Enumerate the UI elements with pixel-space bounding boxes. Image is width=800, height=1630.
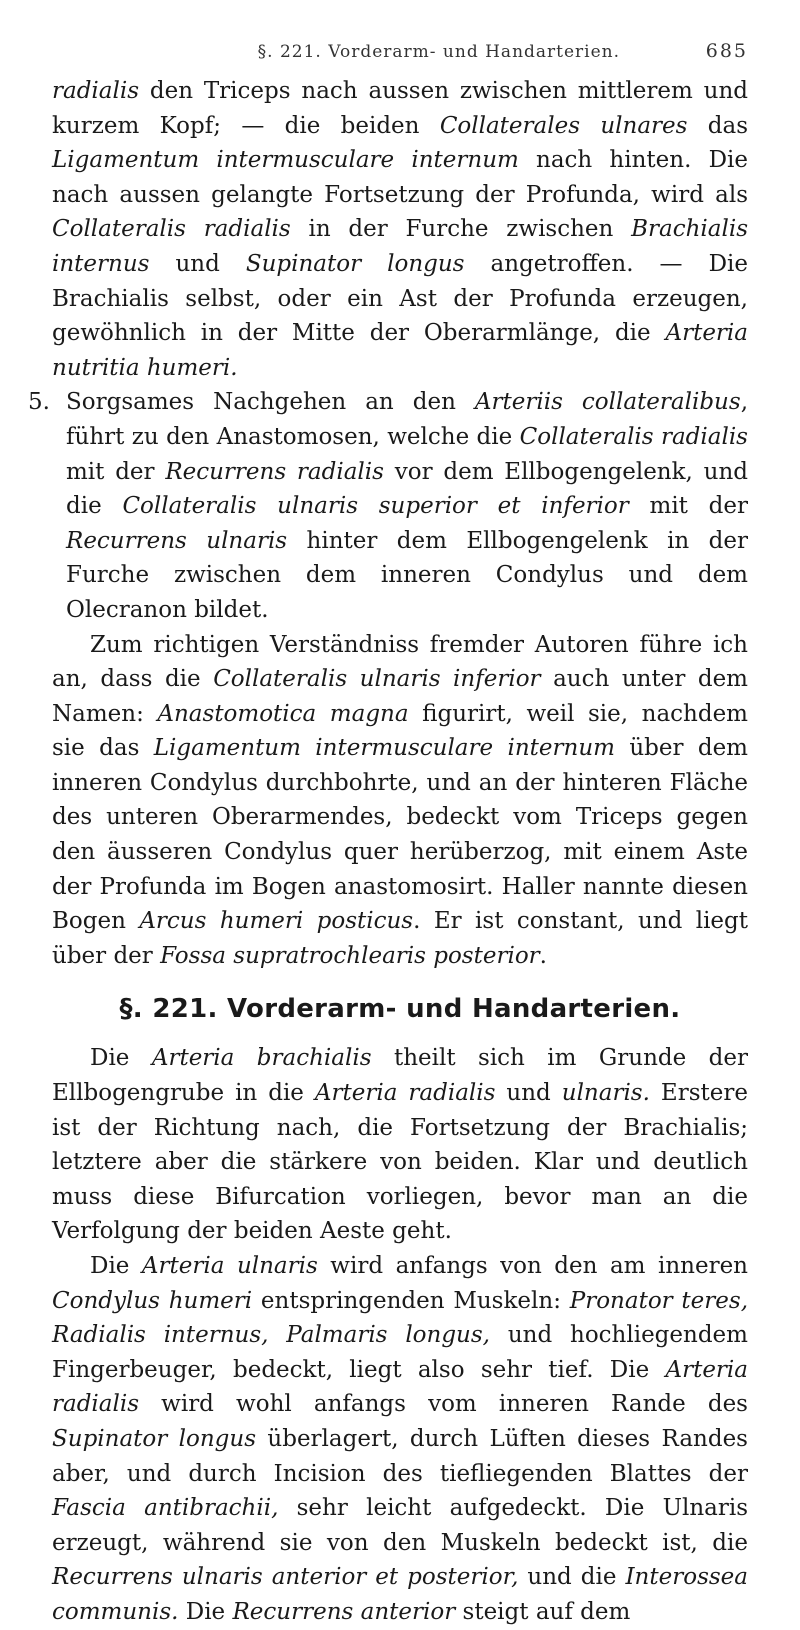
- list-item-text: [66, 385, 748, 627]
- running-head: [52, 40, 748, 74]
- text-run: Die: [90, 1253, 142, 1279]
- italic-term: Arteria nutritia humeri.: [52, 320, 748, 381]
- text-run: Die: [178, 1598, 233, 1625]
- list-item-5: [28, 385, 749, 627]
- italic-term: Fossa supratrochlearis posterior: [160, 942, 540, 969]
- italic-term: Arteria radialis: [314, 1080, 496, 1107]
- text-run: angetroffen. — Die Brachialis selbst, oder ein Ast der Profunda erzeugen, gewöhnlich in der Mitte der Oberarmlänge, die: [52, 250, 748, 347]
- text-run: , führt zu den Anastomosen, welche die: [66, 389, 748, 450]
- text-run: mit der: [628, 493, 748, 520]
- text-run: vor dem Ellbogengelenk, und die: [66, 458, 749, 520]
- text-run: über dem inneren Condylus durchbohrte, und an der hinteren Fläche des unteren Oberarmendes, bedeckt vom Triceps gegen den äusseren Condylus quer herüberzog, mit einem Aste der Profunda im Bogen anastomosirt. Haller nannte diesen Bogen: [52, 735, 748, 935]
- running-head-title: [112, 42, 706, 62]
- italic-term: Anastomotica magna: [157, 700, 409, 727]
- text-run: .: [539, 942, 547, 969]
- text-run: hinter dem Ellbogengelenk in der Furche zwischen dem inneren Condylus und dem Olecranon bildet.: [66, 527, 748, 623]
- italic-term: Arteria ulnaris: [141, 1253, 318, 1279]
- text-run: theilt sich im Grunde der Ellbogengrube in die: [52, 1045, 748, 1107]
- text-run: wird anfangs von den am inneren: [317, 1253, 748, 1279]
- text-run: Zum richtigen Verständniss fremder Autoren führe ich an, dass die: [52, 631, 748, 693]
- italic-term: Collateralis radialis: [52, 216, 291, 243]
- italic-term: Collateralis radialis: [519, 423, 748, 450]
- text-run: und: [149, 250, 246, 277]
- italic-term: Arteriis collateralibus: [474, 389, 741, 416]
- italic-term: Supinator longus: [52, 1425, 257, 1452]
- italic-term: Brachialis internus: [52, 216, 748, 277]
- text-run: . Er ist constant, und liegt über der: [52, 908, 748, 969]
- italic-term: Collateralis ulnaris inferior: [213, 666, 541, 693]
- italic-term: Supinator longus: [245, 250, 465, 277]
- list-item-number: 5.: [28, 389, 50, 416]
- italic-term: Recurrens radialis: [165, 458, 384, 485]
- text-run: und hochliegendem Fingerbeuger, bedeckt, liegt also sehr tief. Die: [52, 1322, 748, 1383]
- italic-term: ulnaris.: [561, 1080, 650, 1107]
- text-run: das: [687, 112, 748, 139]
- text-run: überlagert, durch Lüften dieses Randes aber, und durch Incision des tiefliegenden Blattes der: [52, 1425, 748, 1487]
- text-run: mit der: [66, 458, 166, 485]
- italic-term: Ligamentum intermusculare internum: [153, 735, 615, 762]
- running-head-text: Vorderarm- und Handarterien.: [328, 42, 621, 62]
- text-run: auch unter dem Namen:: [52, 666, 748, 727]
- text-run: und: [495, 1080, 562, 1107]
- main-text: [28, 74, 749, 1630]
- text-run: Sorgsames Nachgehen an den: [66, 389, 475, 416]
- text-run: Erstere ist der Richtung nach, die Fortsetzung der Brachialis; letztere aber die stärkere von beiden. Klar und deutlich muss diese Bifurcation vorliegen, bevor man an die Verfolgung der beiden Aeste geht.: [52, 1080, 748, 1245]
- text-run: nach hinten. Die nach aussen gelangte Fortsetzung der Profunda, wird als: [52, 147, 748, 208]
- italic-term: Recurrens anterior: [232, 1598, 456, 1625]
- footnote-paragraph: [52, 628, 748, 974]
- italic-term: Recurrens ulnaris anterior et posterior,: [52, 1564, 519, 1591]
- text-run: figurirt, weil sie, nachdem sie das: [52, 700, 748, 762]
- text-run: sehr leicht aufgedeckt. Die Ulnaris erzeugt, während sie von den Muskeln bedeckt ist, die: [52, 1495, 748, 1556]
- text-run: entspringenden Muskeln:: [252, 1287, 570, 1314]
- italic-term: Arteria brachialis: [151, 1045, 372, 1072]
- text-run: wird wohl anfangs vom inneren Rande des: [139, 1391, 748, 1418]
- italic-term: Condylus humeri: [52, 1287, 253, 1314]
- italic-term: Arcus humeri posticus: [139, 908, 414, 935]
- italic-term: radialis: [52, 78, 140, 104]
- text-run: Die: [90, 1045, 152, 1072]
- italic-term: Pronator teres, Radialis internus, Palmaris longus,: [52, 1287, 749, 1349]
- running-head-section-ref: §. 221.: [257, 42, 322, 62]
- page-number: 685: [705, 40, 748, 62]
- text-run: steigt auf dem: [455, 1598, 631, 1625]
- italic-term: Collateralis ulnaris superior et inferior: [122, 493, 629, 520]
- italic-term: Interossea communis.: [52, 1564, 748, 1625]
- text-run: und die: [518, 1564, 626, 1591]
- paragraph-arteria-ulnaris: [52, 1249, 748, 1630]
- italic-term: Fascia antibrachii,: [52, 1495, 279, 1522]
- italic-term: Recurrens ulnaris: [66, 527, 288, 554]
- text-run: den Triceps nach aussen zwischen mittlerem und kurzem Kopf; — die beiden: [52, 78, 748, 139]
- paragraph-continuation: [52, 74, 748, 385]
- text-run: in der Furche zwischen: [290, 216, 632, 243]
- paragraph-arteria-brachialis: [52, 1041, 748, 1249]
- section-heading: §. 221. Vorderarm- und Handarterien.: [119, 994, 681, 1025]
- italic-term: Arteria radialis: [52, 1356, 748, 1418]
- italic-term: Ligamentum intermusculare internum: [52, 147, 519, 174]
- italic-term: Collaterales ulnares: [439, 112, 688, 139]
